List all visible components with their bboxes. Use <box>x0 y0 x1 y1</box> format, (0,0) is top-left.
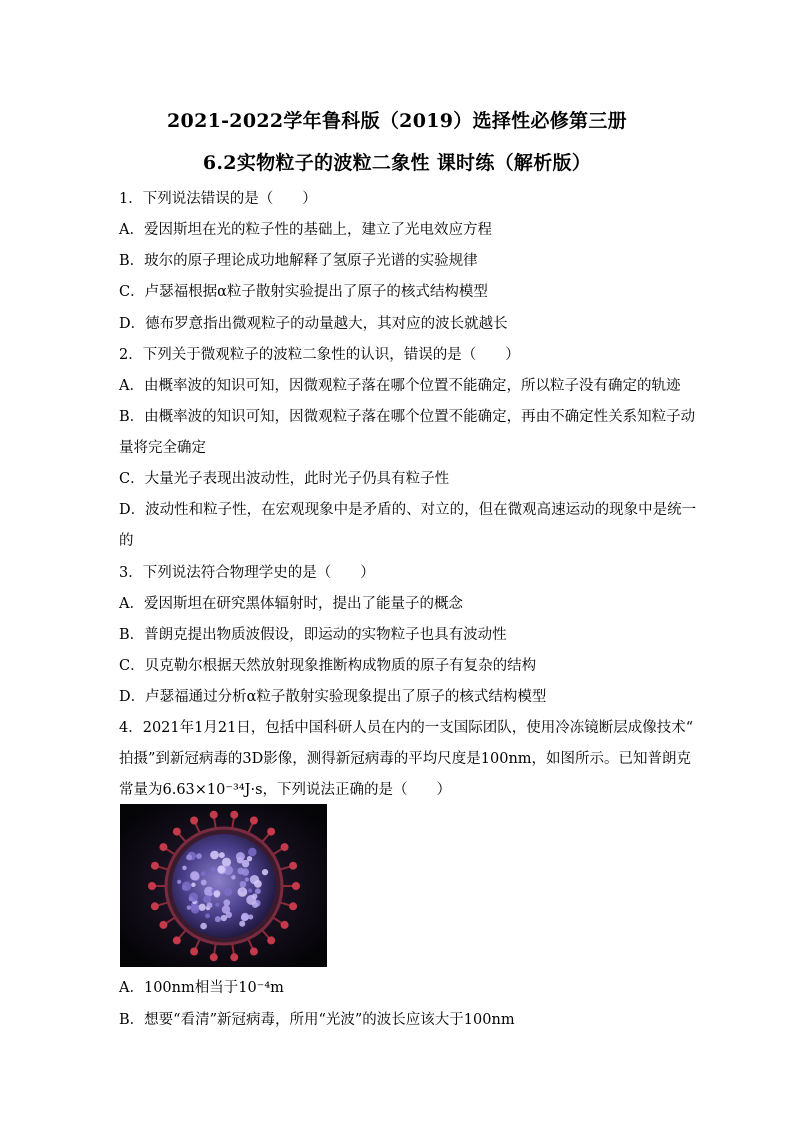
document-title-line1: 2021-2022学年鲁科版（2019）选择性必修第三册 <box>167 110 627 132</box>
text-line: 2．下列关于微观粒子的波粒二象性的认识，错误的是（ ） <box>119 347 520 363</box>
option-a-q4: A．100nm相当于10⁻⁴m <box>119 980 284 996</box>
text-line: D．波动性和粒子性，在宏观现象中是矛盾的、对立的，但在微观高速运动的现象中是统一 <box>119 502 697 518</box>
text-line: A．由概率波的知识可知，因微观粒子落在哪个位置不能确定，所以粒子没有确定的轨迹 <box>119 378 681 394</box>
text-line: A．爱因斯坦在光的粒子性的基础上，建立了光电效应方程 <box>119 222 492 238</box>
text-line: B．普朗克提出物质波假设，即运动的实物粒子也具有波动性 <box>119 627 507 643</box>
option-b-q4: B．想要“看清”新冠病毒，所用“光波”的波长应该大于100nm <box>119 1012 515 1028</box>
document-title-line2: 6.2实物粒子的波粒二象性 课时练（解析版） <box>202 152 592 174</box>
text-line: 1．下列说法错误的是（ ） <box>119 191 317 207</box>
text-line: 拍摄”到新冠病毒的3D影像，测得新冠病毒的平均尺度是100nm，如图所示。已知普朗克 <box>119 751 692 767</box>
virus-image <box>120 804 327 967</box>
text-line: 常量为6.63×10⁻³⁴J·s，下列说法正确的是（ ） <box>119 782 452 798</box>
text-line: D．卢瑟福通过分析α粒子散射实验现象提出了原子的核式结构模型 <box>119 689 547 705</box>
text-line: 的 <box>119 533 134 549</box>
text-line: C．卢瑟福根据α粒子散射实验提出了原子的核式结构模型 <box>119 284 488 300</box>
text-line: B．由概率波的知识可知，因微观粒子落在哪个位置不能确定，再由不确定性关系知粒子动 <box>119 409 696 425</box>
text-line: B．玻尔的原子理论成功地解释了氢原子光谱的实验规律 <box>119 253 478 269</box>
text-line: 4．2021年1月21日，包括中国科研人员在内的一支国际团队，使用冷冻镜断层成像技术“ <box>119 720 694 736</box>
text-line: 3．下列说法符合物理学史的是（ ） <box>119 565 375 581</box>
text-line: A．爱因斯坦在研究黑体辐射时，提出了能量子的概念 <box>119 596 463 612</box>
text-line: C．贝克勒尔根据天然放射现象推断构成物质的原子有复杂的结构 <box>119 658 537 674</box>
text-line: C．大量光子表现出波动性，此时光子仍具有粒子性 <box>119 471 450 487</box>
text-line: D．德布罗意指出微观粒子的动量越大，其对应的波长就越长 <box>119 316 508 332</box>
text-line: 量将完全确定 <box>119 440 206 456</box>
